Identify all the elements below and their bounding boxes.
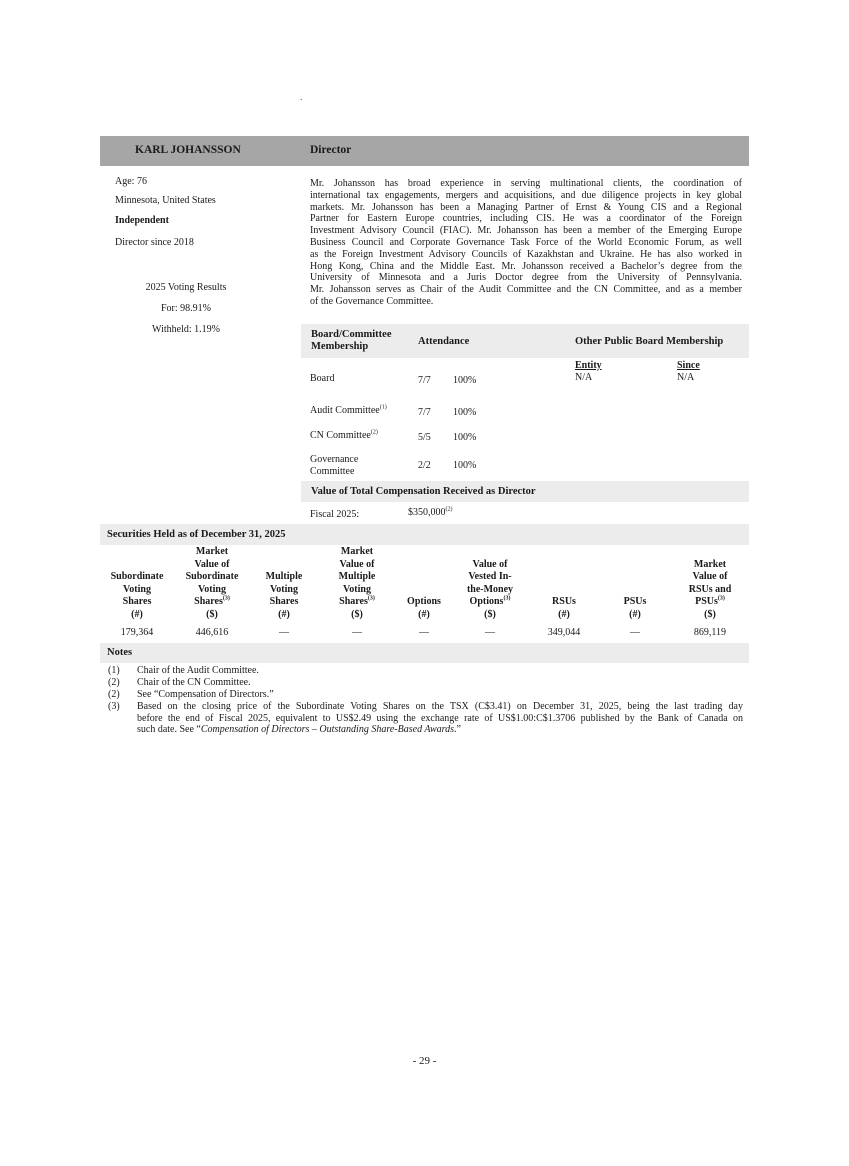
- securities-value: —: [352, 627, 362, 638]
- securities-value: —: [630, 627, 640, 638]
- securities-column-header: Multiple Voting Shares (#): [265, 571, 303, 620]
- note-text: Based on the closing price of the Subordinate Voting Shares on the TSX (C$3.41) on December 31, 2025, being the last trading day before the end of Fiscal 2025, equivalent to US$2.49 using the exchange rate of US$1.00:C$1.3706 published by the Bank of Canada on such date. See “Compensation of Directors – Outstanding Share-Based Awards.”: [137, 701, 743, 735]
- director-role: Director: [310, 144, 352, 156]
- director-location: Minnesota, United States: [115, 195, 216, 206]
- attendance-ratio: 7/7: [418, 375, 431, 386]
- entity-label: Entity: [575, 360, 602, 371]
- other-board-col-header: Other Public Board Membership: [575, 336, 724, 347]
- attendance-percent: 100%: [453, 432, 477, 443]
- securities-title: Securities Held as of December 31, 2025: [107, 529, 286, 540]
- attendance-ratio: 5/5: [418, 432, 431, 443]
- membership-name: Board: [310, 373, 335, 384]
- securities-value: 446,616: [195, 627, 229, 638]
- voting-results-title: 2025 Voting Results: [145, 282, 227, 293]
- compensation-title: Value of Total Compensation Received as Director: [311, 486, 536, 497]
- notes-title: Notes: [107, 647, 133, 658]
- attendance-percent: 100%: [453, 460, 477, 471]
- attendance-col-header: Attendance: [418, 336, 470, 347]
- securities-value: —: [419, 627, 429, 638]
- note-number: (2): [108, 689, 120, 700]
- director-header: [100, 136, 749, 166]
- securities-value: —: [485, 627, 495, 638]
- director-name: KARL JOHANSSON: [135, 144, 241, 156]
- note-text: Chair of the CN Committee.: [137, 677, 251, 688]
- note-number: (3): [108, 701, 120, 712]
- membership-header: [301, 324, 749, 358]
- note-number: (1): [108, 665, 120, 676]
- entity-value: N/A: [575, 372, 593, 383]
- bio-line: Investment Advisory Council (FIAC). Mr. Johansson has been a member of the Emerging Europe: [310, 225, 742, 237]
- page-number: - 29 -: [412, 1055, 437, 1067]
- compensation-label: Fiscal 2025:: [310, 509, 360, 520]
- director-status: Independent: [115, 215, 169, 226]
- bio-line: as the Foreign Investment Advisory Councils of Kazakhstan and Ukraine. He has also worked in: [310, 248, 742, 260]
- attendance-ratio: 2/2: [418, 460, 431, 471]
- securities-value: 349,044: [547, 627, 581, 638]
- securities-column-header: RSUs (#): [552, 596, 576, 620]
- bio-line: Business Council and Corporate Governance Task Force of the World Economic Forum, as well: [310, 236, 742, 248]
- securities-column-header: PSUs (#): [623, 596, 647, 620]
- attendance-percent: 100%: [453, 375, 477, 386]
- bio-line: Mr. Johansson serves as Chair of the Audit Committee and the CN Committee, and as a member: [310, 284, 742, 296]
- bio-line: Hong Kong, China and the Middle East. Mr. Johansson received a Bachelor’s degree from the: [310, 260, 742, 272]
- attendance-ratio: 7/7: [418, 407, 431, 418]
- note-text: Chair of the Audit Committee.: [137, 665, 259, 676]
- page-mark: .: [300, 92, 303, 103]
- bio-line: Partner for Eastern Europe countries, including CIS. He was a coordinator of the Foreign: [310, 213, 742, 225]
- bio-line: of the Governance Committee.: [310, 295, 434, 307]
- membership-col-header: Board/Committee Membership: [311, 329, 392, 352]
- bio-line: international tax engagements, mergers and acquisitions, and due diligence projects in key global: [310, 189, 742, 201]
- compensation-header: [301, 481, 749, 502]
- director-biography: [310, 178, 742, 308]
- securities-value: —: [279, 627, 289, 638]
- director-age: Age: 76: [115, 176, 147, 187]
- notes-header: [100, 643, 749, 663]
- membership-name: Governance Committee: [310, 454, 359, 477]
- bio-line: markets. Mr. Johansson has been a Managing Partner of Ernst & Young CIS and a Regional: [310, 201, 742, 213]
- securities-header: [100, 524, 749, 545]
- compensation-value: $350,000$^{(2)}$: [408, 506, 453, 518]
- bio-line: Mr. Johansson has broad experience in serving multinational clients, the coordination of: [310, 178, 742, 189]
- securities-column-header: Options (#): [407, 596, 441, 620]
- securities-column-header: Market Value of Subordinate Voting Shares$^{(3)}$ ($): [185, 546, 239, 620]
- voting-for: For: 98.91%: [161, 303, 211, 314]
- note-text: See “Compensation of Directors.”: [137, 689, 274, 700]
- securities-column-header: Market Value of Multiple Voting Shares$^{(3)}$ ($): [338, 546, 376, 620]
- membership-name: CN Committee$^{(2)}$: [310, 429, 378, 441]
- securities-value: 179,364: [120, 627, 154, 638]
- director-since: Director since 2018: [115, 237, 194, 248]
- voting-withheld: Withheld: 1.19%: [152, 324, 220, 335]
- securities-column-header: Market Value of RSUs and PSUs$^{(3)}$ ($): [688, 558, 732, 620]
- since-value: N/A: [677, 372, 695, 383]
- bio-line: University of Minnesota and a Juris Doctor degree from the University of Pennsylvania.: [310, 272, 742, 284]
- note-number: (2): [108, 677, 120, 688]
- attendance-percent: 100%: [453, 407, 477, 418]
- since-label: Since: [677, 360, 700, 371]
- securities-column-header: Subordinate Voting Shares (#): [110, 571, 164, 620]
- securities-value: 869,119: [693, 627, 727, 638]
- membership-name: Audit Committee$^{(1)}$: [310, 404, 387, 416]
- securities-column-header: Value of Vested In- the-Money Options$^{(3)}$ ($): [466, 558, 514, 620]
